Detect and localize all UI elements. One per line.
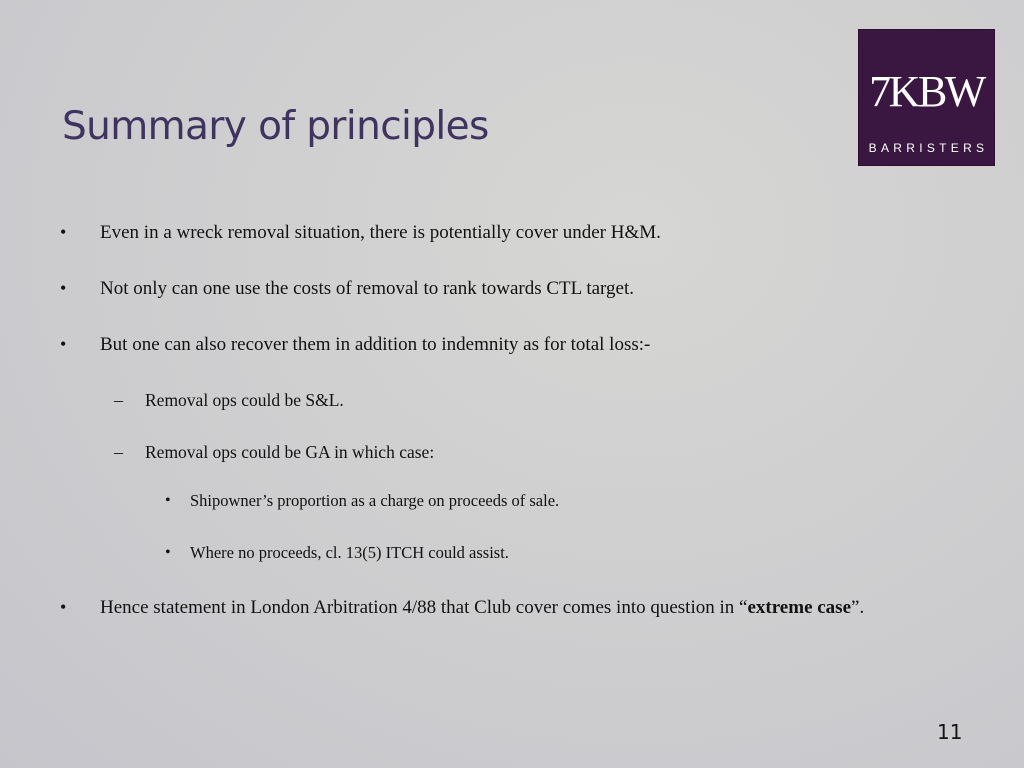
- 7kbw-barristers-logo: [858, 29, 995, 166]
- page-number: 11: [937, 720, 963, 744]
- bullet-item-ctl-target: Not only can one use the costs of removal to rank towards CTL target.: [100, 278, 634, 299]
- sub-item-removal-sl: Removal ops could be S&L.: [145, 390, 344, 410]
- sub-item-removal-ga: Removal ops could be GA in which case:: [145, 442, 435, 462]
- bullet-marker: •: [60, 597, 67, 617]
- sub-bullet-marker: •: [165, 492, 171, 509]
- sub-sub-item-shipowner-proportion: Shipowner’s proportion as a charge on proceeds of sale.: [190, 491, 560, 510]
- bullet-item-london-arbitration: [100, 597, 864, 619]
- bullet-text-bold: extreme case: [747, 597, 852, 618]
- logo-subtitle: BARRISTERS: [868, 141, 989, 155]
- bullet-marker: •: [60, 334, 67, 354]
- dash-marker: –: [114, 390, 123, 410]
- bullet-text-after: ”.: [851, 597, 865, 618]
- slide-title: Summary of principles: [62, 104, 489, 149]
- bullet-item-cover-under-hm: Even in a wreck removal situation, there is potentially cover under H&M.: [100, 222, 661, 243]
- dash-marker: –: [114, 442, 123, 462]
- sub-bullet-marker: •: [165, 544, 171, 561]
- bullet-text-before: Hence statement in London Arbitration 4/88 that Club cover comes into question in “: [100, 597, 748, 618]
- logo-wordmark: 7KBW: [869, 67, 984, 116]
- bullet-marker: •: [60, 222, 67, 242]
- bullet-item-recover-indemnity: But one can also recover them in addition to indemnity as for total loss:-: [100, 334, 651, 355]
- bullet-marker: •: [60, 278, 67, 298]
- sub-sub-item-itch-clause: Where no proceeds, cl. 13(5) ITCH could assist.: [190, 543, 509, 562]
